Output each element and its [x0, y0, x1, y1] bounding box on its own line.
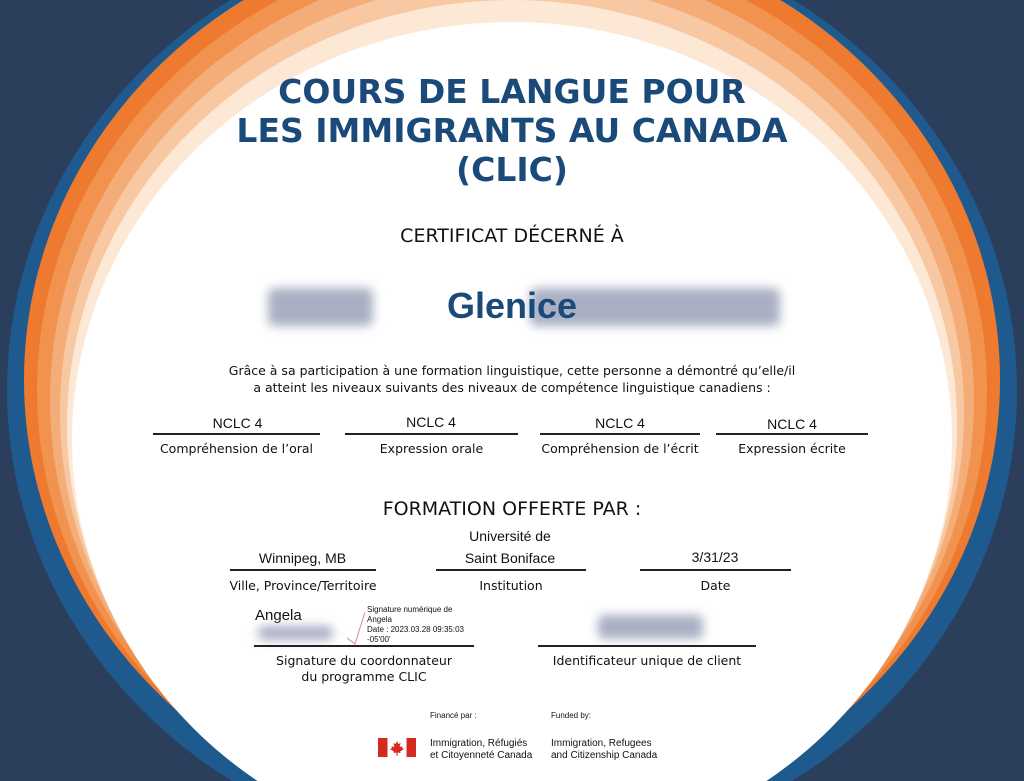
digital-signature-block [367, 605, 487, 645]
signature-check-icon [345, 608, 367, 646]
client-id-label: Identificateur unique de client [552, 653, 742, 668]
signature-line-4: -05'00' [367, 635, 391, 644]
title-line-2: LES IMMIGRANTS AU CANADA [236, 111, 788, 150]
redacted-coordinator-surname [258, 626, 333, 640]
department-fr-line-2: et Citoyenneté Canada [430, 750, 533, 761]
level-speaking-rule [345, 433, 518, 435]
coordinator-name: Angela [255, 607, 302, 624]
level-listening-label: Compréhension de l’oral [159, 441, 314, 456]
title-line-1: COURS DE LANGUE POUR [278, 72, 746, 111]
certificate-title [212, 72, 812, 189]
institution-value-line-2: Saint Boniface [464, 550, 556, 566]
department-name-fr [430, 738, 532, 762]
city-value: Winnipeg, MB [258, 550, 347, 566]
level-reading-label: Compréhension de l’écrit [541, 441, 699, 456]
level-speaking-value: NCLC 4 [406, 414, 456, 430]
date-value: 3/31/23 [691, 549, 739, 565]
department-en-line-2: and Citizenship Canada [551, 750, 658, 761]
redacted-client-id [598, 615, 703, 639]
institution-rule [436, 569, 586, 571]
training-heading: FORMATION OFFERTE PAR : [382, 498, 642, 520]
department-name-en [551, 738, 657, 762]
title-line-3: (CLIC) [456, 150, 568, 189]
institution-value-line-1: Université de [469, 528, 551, 544]
signature-line-1: Signature numérique de [367, 605, 453, 614]
signature-line-3: Date : 2023.03.28 09:35:03 [367, 625, 464, 634]
signature-line-2: Angela [367, 615, 392, 624]
department-fr-line-1: Immigration, Réfugiés [430, 738, 528, 749]
level-writing-value: NCLC 4 [767, 416, 817, 432]
awarded-to-label: CERTIFICAT DÉCERNÉ À [400, 225, 624, 247]
level-reading-value: NCLC 4 [595, 415, 645, 431]
funded-by-en-label: Funded by: [551, 711, 592, 720]
level-reading-rule [540, 433, 700, 435]
coordinator-label-line-1: Signature du coordonnateur [276, 653, 452, 668]
intro-line-1: Grâce à sa participation à une formation linguistique, cette personne a démontré qu’elle/il [228, 363, 796, 378]
date-rule [640, 569, 791, 571]
city-rule [230, 569, 376, 571]
client-id-rule [538, 645, 756, 647]
level-speaking-label: Expression orale [379, 441, 484, 456]
recipient-name: Glenice [446, 285, 578, 326]
funded-by-fr-label: Financé par : [430, 711, 477, 720]
level-listening-value: NCLC 4 [212, 415, 263, 431]
canada-flag-icon [378, 738, 416, 757]
department-en-line-1: Immigration, Refugees [551, 738, 652, 749]
level-writing-rule [716, 433, 868, 435]
coordinator-label-line-2: du programme CLIC [301, 669, 427, 684]
level-writing-label: Expression écrite [738, 441, 846, 456]
intro-line-2: a atteint les niveaux suivants des niveaux de compétence linguistique canadiens : [253, 380, 771, 395]
city-label: Ville, Province/Territoire [229, 578, 377, 593]
institution-label: Institution [479, 578, 543, 593]
coordinator-rule [254, 645, 474, 647]
date-label: Date [700, 578, 731, 593]
intro-text [212, 362, 812, 396]
level-listening-rule [153, 433, 320, 435]
